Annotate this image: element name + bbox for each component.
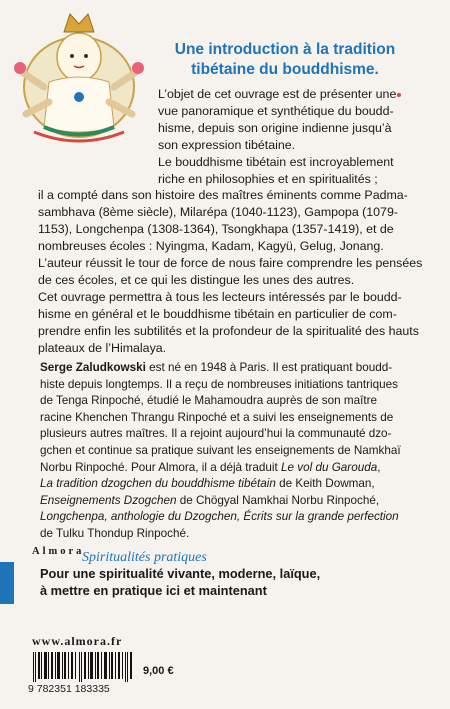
bio-text: de Chögyal Namkhai Norbu Rinpoché, <box>176 493 380 507</box>
description-line: Le bouddhisme tibétain est incroyablement <box>158 154 394 169</box>
series-name: Spiritualités pratiques <box>82 550 207 565</box>
description-line: vue panoramique et synthétique du boudd- <box>158 103 394 118</box>
bio-text: , <box>377 460 381 474</box>
description-line: 1153), Longchenpa (1308-1364), Tsongkhapa (1357-1419), et de <box>38 222 394 237</box>
description-line: nombreuses écoles : Nyingma, Kadam, Kagyü, Gelug, Jonang. <box>38 239 384 254</box>
bio-line: racine Khenchen Thrangu Rinpoché et a suivi les enseignements de <box>40 410 394 424</box>
description-line: son expression tibétaine. <box>158 137 296 152</box>
description-line: L’objet de cet ouvrage est de présenter une <box>158 87 397 101</box>
bio-line: plusieurs autres maîtres. Il a rejoint aujourd’hui la communauté dzo- <box>40 427 392 441</box>
decorative-mark <box>397 93 401 97</box>
description-line: hisme, depuis son origine indienne jusqu’à <box>158 120 392 135</box>
description-line: il a compté dans son histoire des maîtres éminents comme Padma- <box>38 188 408 203</box>
title-line: Une introduction à la tradition <box>174 41 396 58</box>
tagline-line: à mettre en pratique ici et maintenant <box>40 582 267 598</box>
description-line: sambhava (8ème siècle), Milarépa (1040-1123), Gampopa (1079- <box>38 205 398 220</box>
title-line: tibétaine du bouddhisme. <box>191 61 379 78</box>
author-name: Serge Zaludkowski <box>40 361 146 374</box>
bio-line: de Tulku Thondup Rinpoché. <box>40 526 190 540</box>
book-description <box>38 86 423 357</box>
description-line: L’auteur réussit le tour de force de nous faire comprendre les pensées <box>38 256 423 271</box>
description-line: hisme en général et le bouddhisme tibétain en particulier de com- <box>38 306 397 321</box>
bio-line <box>40 460 380 477</box>
bio-line <box>40 360 393 377</box>
series-accent-bar <box>0 562 14 604</box>
description-line: Cet ouvrage permettra à tous les lecteurs intéressés par le boudd- <box>38 289 402 304</box>
barcode <box>33 652 133 682</box>
price: 9,00 € <box>143 665 174 677</box>
cover-title <box>160 40 410 80</box>
bio-line <box>40 509 399 526</box>
book-title: Le vol du Garouda <box>281 460 378 474</box>
description-line: prendre enfin les subtilités et la profondeur de la spiritualité des hauts <box>38 323 419 338</box>
bio-line <box>40 493 380 510</box>
author-bio <box>40 360 401 543</box>
tagline-line: Pour une spiritualité vivante, moderne, laïque, <box>40 566 321 581</box>
book-title: Longchenpa, anthologie du Dzogchen, Écrits sur la grande perfection <box>40 510 399 524</box>
bio-line: gchen et continue sa pratique suivant les enseignements de Namkhaï <box>40 443 401 457</box>
book-title: La tradition dzogchen du bouddhisme tibétain <box>40 477 276 491</box>
bio-line <box>40 476 380 493</box>
book-title: Enseignements Dzogchen <box>40 493 177 507</box>
bio-line: de Tenga Rinpoché, étudié le Mahamoudra auprès de son maître <box>40 394 377 408</box>
bio-line: histe depuis longtemps. Il a reçu de nombreuses initiations tantriques <box>40 377 398 391</box>
bio-text: est né en 1948 à Paris. Il est pratiquant boudd- <box>145 361 393 374</box>
bio-text: Norbu Rinpoché. Pour Almora, il a déjà traduit <box>40 460 282 474</box>
description-line: riche en philosophies et en spiritualités ; <box>158 171 378 186</box>
bio-text: de Keith Dowman, <box>275 477 375 491</box>
publisher-name: Almora <box>32 546 85 557</box>
isbn-number: 9 782351 183335 <box>28 683 110 695</box>
publisher-website: www.almora.fr <box>32 634 123 648</box>
description-line: de ces écoles, et ce qui les distingue les unes des autres. <box>38 272 355 287</box>
series-tagline <box>40 566 360 599</box>
description-line: plateaux de l’Himalaya. <box>38 340 167 355</box>
